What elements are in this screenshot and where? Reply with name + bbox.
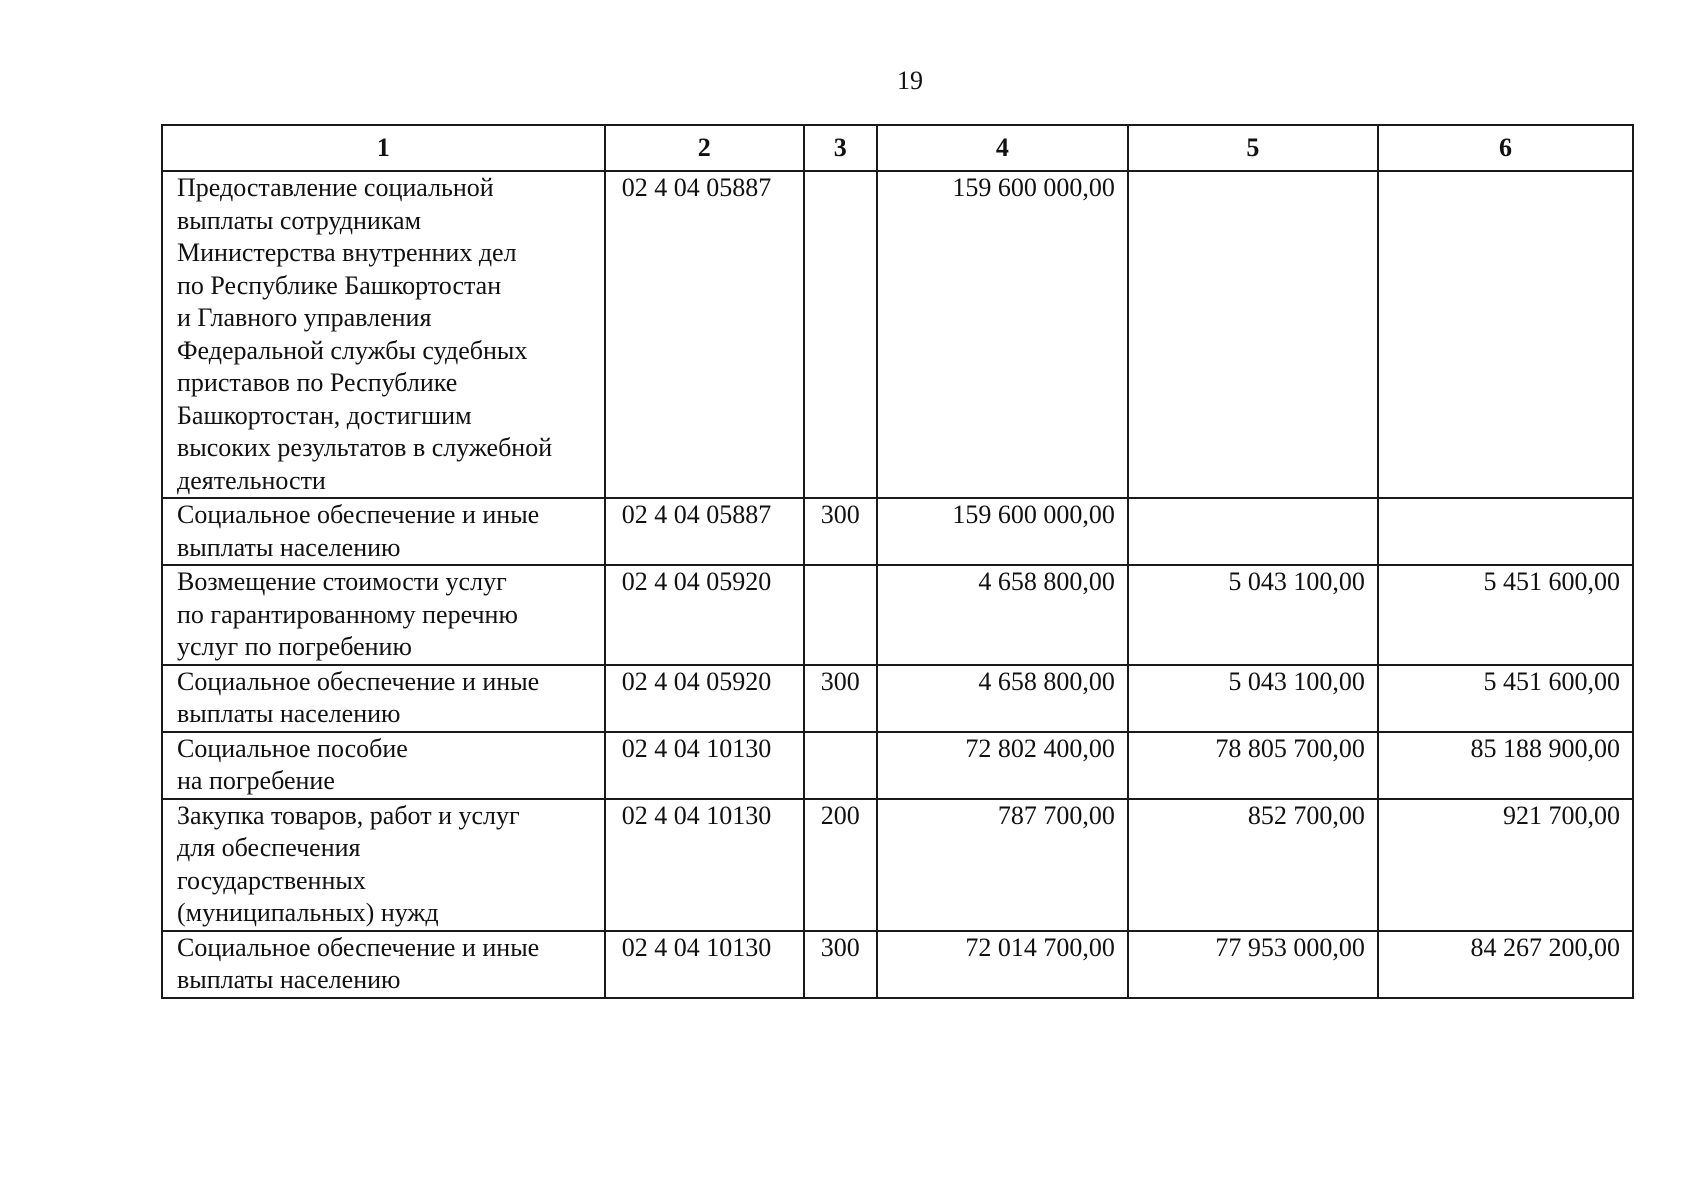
page-number: 19 bbox=[897, 66, 923, 95]
table-row bbox=[162, 931, 1633, 998]
row-name-cell bbox=[162, 171, 605, 498]
row-value-6-cell bbox=[1378, 498, 1633, 565]
row-value-6-cell: 85 188 900,00 bbox=[1378, 732, 1633, 799]
row-name: Социальное пособие на погребение bbox=[177, 733, 408, 795]
row-value-5-cell: 77 953 000,00 bbox=[1128, 931, 1378, 998]
table-header-row bbox=[162, 125, 1633, 171]
budget-table bbox=[161, 124, 1634, 999]
row-type-cell: 200 bbox=[804, 799, 877, 931]
column-header-1: 1 bbox=[162, 125, 605, 171]
row-name-cell bbox=[162, 931, 605, 998]
row-name: Социальное обеспечение и иные выплаты населению bbox=[177, 932, 540, 994]
row-value-4-cell: 159 600 000,00 bbox=[877, 171, 1128, 498]
row-value-5-cell: 5 043 100,00 bbox=[1128, 565, 1378, 665]
row-value-6-cell: 5 451 600,00 bbox=[1378, 665, 1633, 732]
row-value-4-cell: 787 700,00 bbox=[877, 799, 1128, 931]
row-name: Закупка товаров, работ и услуг для обеспечения государственных (муниципальных) нужд bbox=[177, 800, 520, 927]
row-value-4-cell: 4 658 800,00 bbox=[877, 665, 1128, 732]
table-row bbox=[162, 565, 1633, 665]
row-value-6-cell: 5 451 600,00 bbox=[1378, 565, 1633, 665]
row-name: Предоставление социальной выплаты сотрудникам Министерства внутренних дел по Республике Башкортостан и Главного управления Федеральной службы судебных приставов по Республике Башкортостан, достигшим высоких результатов в служебной деятельности bbox=[177, 173, 553, 495]
table-row bbox=[162, 799, 1633, 931]
row-name: Возмещение стоимости услуг по гарантированному перечню услуг по погребению bbox=[177, 567, 518, 661]
row-value-4-cell: 159 600 000,00 bbox=[877, 498, 1128, 565]
row-value-5-cell: 852 700,00 bbox=[1128, 799, 1378, 931]
row-name-cell bbox=[162, 665, 605, 732]
row-code-cell: 02 4 04 05920 bbox=[605, 665, 804, 732]
table-row bbox=[162, 498, 1633, 565]
table-row bbox=[162, 732, 1633, 799]
row-value-6-cell bbox=[1378, 171, 1633, 498]
row-type-cell: 300 bbox=[804, 931, 877, 998]
row-type-cell bbox=[804, 732, 877, 799]
row-value-5-cell: 5 043 100,00 bbox=[1128, 665, 1378, 732]
row-name: Социальное обеспечение и иные выплаты населению bbox=[177, 500, 540, 562]
column-header-6: 6 bbox=[1378, 125, 1633, 171]
row-type-cell: 300 bbox=[804, 665, 877, 732]
column-header-4: 4 bbox=[877, 125, 1128, 171]
row-value-5-cell bbox=[1128, 498, 1378, 565]
row-value-5-cell: 78 805 700,00 bbox=[1128, 732, 1378, 799]
row-code-cell: 02 4 04 05920 bbox=[605, 565, 804, 665]
row-code-cell: 02 4 04 05887 bbox=[605, 171, 804, 498]
row-code-cell: 02 4 04 05887 bbox=[605, 498, 804, 565]
row-name-cell bbox=[162, 498, 605, 565]
row-type-cell bbox=[804, 171, 877, 498]
row-name-cell bbox=[162, 565, 605, 665]
table-row bbox=[162, 665, 1633, 732]
row-code-cell: 02 4 04 10130 bbox=[605, 931, 804, 998]
row-type-cell bbox=[804, 565, 877, 665]
row-code-cell: 02 4 04 10130 bbox=[605, 732, 804, 799]
row-name-cell bbox=[162, 799, 605, 931]
row-value-6-cell: 84 267 200,00 bbox=[1378, 931, 1633, 998]
row-name-cell bbox=[162, 732, 605, 799]
column-header-2: 2 bbox=[605, 125, 804, 171]
row-value-4-cell: 4 658 800,00 bbox=[877, 565, 1128, 665]
column-header-3: 3 bbox=[804, 125, 877, 171]
row-value-5-cell bbox=[1128, 171, 1378, 498]
row-type-cell: 300 bbox=[804, 498, 877, 565]
row-value-4-cell: 72 014 700,00 bbox=[877, 931, 1128, 998]
row-value-6-cell: 921 700,00 bbox=[1378, 799, 1633, 931]
row-value-4-cell: 72 802 400,00 bbox=[877, 732, 1128, 799]
row-name: Социальное обеспечение и иные выплаты населению bbox=[177, 666, 540, 728]
column-header-5: 5 bbox=[1128, 125, 1378, 171]
table-row bbox=[162, 171, 1633, 498]
row-code-cell: 02 4 04 10130 bbox=[605, 799, 804, 931]
